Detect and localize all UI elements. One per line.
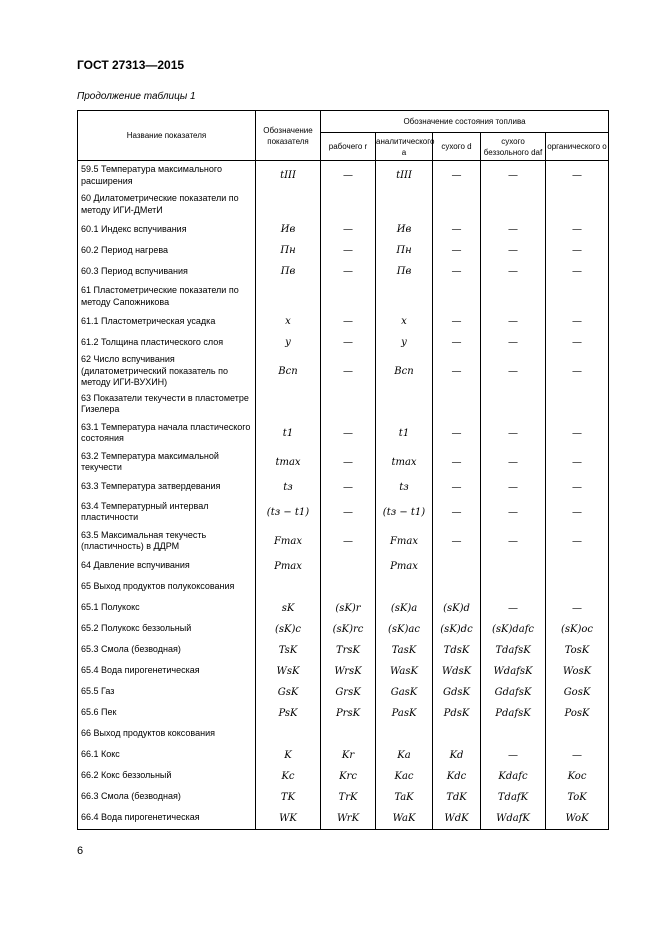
state-symbol: — bbox=[546, 527, 609, 556]
indicator-name: 65 Выход продуктов полукоксования bbox=[78, 577, 256, 598]
indicator-symbol: K bbox=[256, 745, 321, 766]
state-symbol: TasK bbox=[376, 640, 433, 661]
table-row bbox=[78, 556, 609, 577]
table-row bbox=[78, 240, 609, 261]
indicator-symbol: y bbox=[256, 332, 321, 353]
state-symbol bbox=[546, 724, 609, 745]
state-symbol: — bbox=[321, 332, 376, 353]
header-state-dry: сухого d bbox=[433, 133, 481, 161]
state-symbol: — bbox=[321, 161, 376, 191]
state-symbol: — bbox=[481, 448, 546, 477]
state-symbol: Kd bbox=[433, 745, 481, 766]
state-symbol: x bbox=[376, 311, 433, 332]
indicator-name: 66.2 Кокс беззольный bbox=[78, 766, 256, 787]
state-symbol bbox=[481, 282, 546, 311]
state-symbol bbox=[433, 556, 481, 577]
state-symbol: Kdafc bbox=[481, 766, 546, 787]
indicator-symbol: x bbox=[256, 311, 321, 332]
header-fuel-state: Обозначение состояния топлива bbox=[321, 111, 609, 133]
state-symbol: — bbox=[481, 477, 546, 498]
indicator-name: 59.5 Температура максимального расширения bbox=[78, 161, 256, 191]
indicator-name: 65.2 Полукокс беззольный bbox=[78, 619, 256, 640]
indicator-symbol: GsK bbox=[256, 682, 321, 703]
state-symbol: Krc bbox=[321, 766, 376, 787]
state-symbol: — bbox=[481, 353, 546, 390]
state-symbol: — bbox=[481, 745, 546, 766]
table-row bbox=[78, 190, 609, 219]
state-symbol: TosK bbox=[546, 640, 609, 661]
indicator-symbol: Пн bbox=[256, 240, 321, 261]
state-symbol bbox=[376, 724, 433, 745]
indicator-name: 63.1 Температура начала пластического состояния bbox=[78, 419, 256, 448]
indicator-name: 66.3 Смола (безводная) bbox=[78, 787, 256, 808]
state-symbol: — bbox=[481, 219, 546, 240]
state-symbol: Пн bbox=[376, 240, 433, 261]
state-symbol bbox=[481, 724, 546, 745]
header-state-analytical: аналитического a bbox=[376, 133, 433, 161]
state-symbol: GasK bbox=[376, 682, 433, 703]
indicator-name: 60 Дилатометрические показатели по методу ИГИ-ДМетИ bbox=[78, 190, 256, 219]
indicator-symbol: WK bbox=[256, 808, 321, 830]
state-symbol bbox=[546, 190, 609, 219]
table-row bbox=[78, 724, 609, 745]
state-symbol: WdafK bbox=[481, 808, 546, 830]
state-symbol: PasK bbox=[376, 703, 433, 724]
table-row bbox=[78, 498, 609, 527]
indicator-symbol: (tз − t1) bbox=[256, 498, 321, 527]
state-symbol: — bbox=[546, 477, 609, 498]
state-symbol: PosK bbox=[546, 703, 609, 724]
state-symbol: — bbox=[546, 161, 609, 191]
indicator-name: 65.3 Смола (безводная) bbox=[78, 640, 256, 661]
state-symbol: PrsK bbox=[321, 703, 376, 724]
indicator-name: 63.5 Максимальная текучесть (пластичность) в ДДРМ bbox=[78, 527, 256, 556]
indicator-name: 66.1 Кокс bbox=[78, 745, 256, 766]
state-symbol: PdafsK bbox=[481, 703, 546, 724]
state-symbol: — bbox=[481, 311, 546, 332]
state-symbol: — bbox=[546, 332, 609, 353]
state-symbol bbox=[481, 577, 546, 598]
indicator-name: 63.3 Температура затвердевания bbox=[78, 477, 256, 498]
table-row bbox=[78, 353, 609, 390]
state-symbol: GdsK bbox=[433, 682, 481, 703]
state-symbol: Ka bbox=[376, 745, 433, 766]
indicator-name: 60.2 Период нагрева bbox=[78, 240, 256, 261]
state-symbol: t1 bbox=[376, 419, 433, 448]
state-symbol: (sK)d bbox=[433, 598, 481, 619]
indicator-name: 63.2 Температура максимальной текучести bbox=[78, 448, 256, 477]
state-symbol: WdafsK bbox=[481, 661, 546, 682]
state-symbol: tIII bbox=[376, 161, 433, 191]
state-symbol bbox=[546, 282, 609, 311]
state-symbol bbox=[433, 190, 481, 219]
state-symbol: y bbox=[376, 332, 433, 353]
state-symbol: GosK bbox=[546, 682, 609, 703]
indicator-name: 63.4 Температурный интервал пластичности bbox=[78, 498, 256, 527]
state-symbol: — bbox=[321, 527, 376, 556]
header-indicator-name: Название показателя bbox=[78, 111, 256, 161]
state-symbol: (sK)r bbox=[321, 598, 376, 619]
state-symbol bbox=[376, 190, 433, 219]
state-symbol bbox=[546, 577, 609, 598]
state-symbol: Fmax bbox=[376, 527, 433, 556]
table-row bbox=[78, 282, 609, 311]
indicator-symbol: t1 bbox=[256, 419, 321, 448]
state-symbol: — bbox=[481, 261, 546, 282]
state-symbol: — bbox=[433, 498, 481, 527]
state-symbol: — bbox=[321, 311, 376, 332]
state-symbol: TrsK bbox=[321, 640, 376, 661]
table-row bbox=[78, 619, 609, 640]
table-row bbox=[78, 311, 609, 332]
state-symbol bbox=[321, 282, 376, 311]
indicator-name: 66 Выход продуктов коксования bbox=[78, 724, 256, 745]
state-symbol bbox=[376, 282, 433, 311]
indicator-name: 65.6 Пек bbox=[78, 703, 256, 724]
state-symbol: — bbox=[321, 448, 376, 477]
indicator-name: 62 Число вспучивания (дилатометрический показатель по методу ИГИ-ВУХИН) bbox=[78, 353, 256, 390]
table-row bbox=[78, 640, 609, 661]
table-row bbox=[78, 527, 609, 556]
state-symbol: (tз − t1) bbox=[376, 498, 433, 527]
state-symbol: WoK bbox=[546, 808, 609, 830]
state-symbol: PdsK bbox=[433, 703, 481, 724]
table-row bbox=[78, 261, 609, 282]
indicator-symbol: TsK bbox=[256, 640, 321, 661]
indicator-symbol: Fmax bbox=[256, 527, 321, 556]
state-symbol bbox=[481, 556, 546, 577]
table-row bbox=[78, 766, 609, 787]
state-symbol: — bbox=[481, 161, 546, 191]
table-row bbox=[78, 577, 609, 598]
state-symbol bbox=[321, 724, 376, 745]
header-state-organic: органического o bbox=[546, 133, 609, 161]
indicator-symbol: tmax bbox=[256, 448, 321, 477]
state-symbol: WdK bbox=[433, 808, 481, 830]
state-symbol: — bbox=[481, 498, 546, 527]
indicator-symbol: WsK bbox=[256, 661, 321, 682]
table-row bbox=[78, 219, 609, 240]
state-symbol: tmax bbox=[376, 448, 433, 477]
indicator-symbol bbox=[256, 190, 321, 219]
state-symbol: — bbox=[546, 598, 609, 619]
state-symbol: — bbox=[546, 448, 609, 477]
indicator-symbol: tIII bbox=[256, 161, 321, 191]
state-symbol: — bbox=[321, 240, 376, 261]
indicator-symbol bbox=[256, 390, 321, 419]
table-row bbox=[78, 332, 609, 353]
state-symbol: — bbox=[546, 498, 609, 527]
state-symbol: — bbox=[481, 419, 546, 448]
table-continuation-caption: Продолжение таблицы 1 bbox=[77, 91, 196, 102]
state-symbol bbox=[546, 556, 609, 577]
state-symbol: WasK bbox=[376, 661, 433, 682]
state-symbol bbox=[433, 724, 481, 745]
state-symbol: WdsK bbox=[433, 661, 481, 682]
state-symbol: — bbox=[433, 527, 481, 556]
state-symbol: TdafsK bbox=[481, 640, 546, 661]
state-symbol: ToK bbox=[546, 787, 609, 808]
state-symbol: — bbox=[433, 261, 481, 282]
state-symbol: (sK)dc bbox=[433, 619, 481, 640]
state-symbol: — bbox=[546, 353, 609, 390]
state-symbol: (sK)a bbox=[376, 598, 433, 619]
state-symbol bbox=[546, 390, 609, 419]
state-symbol: TaK bbox=[376, 787, 433, 808]
state-symbol: — bbox=[321, 353, 376, 390]
state-symbol: WosK bbox=[546, 661, 609, 682]
table-row bbox=[78, 682, 609, 703]
table-row bbox=[78, 419, 609, 448]
state-symbol: — bbox=[433, 448, 481, 477]
state-symbol: — bbox=[433, 311, 481, 332]
indicator-symbol: Пв bbox=[256, 261, 321, 282]
state-symbol bbox=[321, 577, 376, 598]
state-symbol: WrK bbox=[321, 808, 376, 830]
state-symbol: — bbox=[321, 498, 376, 527]
state-symbol: — bbox=[433, 240, 481, 261]
state-symbol bbox=[433, 390, 481, 419]
state-symbol bbox=[321, 556, 376, 577]
state-symbol: — bbox=[433, 477, 481, 498]
state-symbol: — bbox=[481, 240, 546, 261]
indicator-symbol bbox=[256, 282, 321, 311]
state-symbol: — bbox=[546, 745, 609, 766]
state-symbol: — bbox=[433, 353, 481, 390]
state-symbol bbox=[481, 390, 546, 419]
state-symbol: — bbox=[546, 311, 609, 332]
state-symbol: Пв bbox=[376, 261, 433, 282]
state-symbol: — bbox=[546, 240, 609, 261]
state-symbol: GdafsK bbox=[481, 682, 546, 703]
state-symbol: — bbox=[321, 477, 376, 498]
state-symbol: — bbox=[321, 419, 376, 448]
indicator-name: 65.4 Вода пирогенетическая bbox=[78, 661, 256, 682]
state-symbol bbox=[433, 282, 481, 311]
indicator-name: 66.4 Вода пирогенетическая bbox=[78, 808, 256, 830]
indicator-name: 65.1 Полукокс bbox=[78, 598, 256, 619]
state-symbol: — bbox=[546, 419, 609, 448]
state-symbol: WrsK bbox=[321, 661, 376, 682]
state-symbol: — bbox=[546, 219, 609, 240]
header-state-dry-ash-free: сухого беззольного daf bbox=[481, 133, 546, 161]
table-row bbox=[78, 448, 609, 477]
state-symbol: WaK bbox=[376, 808, 433, 830]
state-symbol: Всп bbox=[376, 353, 433, 390]
indicator-symbol: PsK bbox=[256, 703, 321, 724]
table-row bbox=[78, 598, 609, 619]
indicator-table bbox=[77, 110, 609, 830]
state-symbol bbox=[376, 390, 433, 419]
state-symbol bbox=[481, 190, 546, 219]
table-row bbox=[78, 161, 609, 191]
table-row bbox=[78, 477, 609, 498]
indicator-symbol: (sK)c bbox=[256, 619, 321, 640]
state-symbol: — bbox=[321, 219, 376, 240]
indicator-name: 65.5 Газ bbox=[78, 682, 256, 703]
state-symbol bbox=[321, 390, 376, 419]
indicator-symbol: Ив bbox=[256, 219, 321, 240]
state-symbol: (sK)ac bbox=[376, 619, 433, 640]
state-symbol: (sK)rc bbox=[321, 619, 376, 640]
indicator-symbol: sK bbox=[256, 598, 321, 619]
indicator-symbol: Kc bbox=[256, 766, 321, 787]
indicator-symbol: TK bbox=[256, 787, 321, 808]
state-symbol: TdK bbox=[433, 787, 481, 808]
indicator-symbol: Pmax bbox=[256, 556, 321, 577]
state-symbol bbox=[321, 190, 376, 219]
state-symbol: TrK bbox=[321, 787, 376, 808]
state-symbol: — bbox=[321, 261, 376, 282]
indicator-symbol bbox=[256, 724, 321, 745]
table-row bbox=[78, 703, 609, 724]
state-symbol: — bbox=[481, 527, 546, 556]
state-symbol: Koc bbox=[546, 766, 609, 787]
state-symbol: (sK)oc bbox=[546, 619, 609, 640]
page-number: 6 bbox=[77, 845, 84, 857]
table-row bbox=[78, 661, 609, 682]
state-symbol: GrsK bbox=[321, 682, 376, 703]
state-symbol: Kdc bbox=[433, 766, 481, 787]
header-state-working: рабочего r bbox=[321, 133, 376, 161]
header-indicator-symbol: Обозначение показателя bbox=[256, 111, 321, 161]
indicator-symbol bbox=[256, 577, 321, 598]
indicator-name: 61 Пластометрические показатели по методу Сапожникова bbox=[78, 282, 256, 311]
state-symbol: — bbox=[433, 219, 481, 240]
state-symbol: tз bbox=[376, 477, 433, 498]
indicator-name: 61.1 Пластометрическая усадка bbox=[78, 311, 256, 332]
indicator-name: 60.3 Период вспучивания bbox=[78, 261, 256, 282]
state-symbol: — bbox=[546, 261, 609, 282]
state-symbol: (sK)dafc bbox=[481, 619, 546, 640]
table-row bbox=[78, 808, 609, 830]
indicator-name: 61.2 Толщина пластического слоя bbox=[78, 332, 256, 353]
indicator-symbol: Всп bbox=[256, 353, 321, 390]
state-symbol: Kac bbox=[376, 766, 433, 787]
state-symbol: — bbox=[481, 332, 546, 353]
state-symbol bbox=[433, 577, 481, 598]
state-symbol bbox=[376, 577, 433, 598]
state-symbol: Ив bbox=[376, 219, 433, 240]
indicator-name: 63 Показатели текучести в пластометре Гизелера bbox=[78, 390, 256, 419]
state-symbol: TdsK bbox=[433, 640, 481, 661]
indicator-name: 64 Давление вспучивания bbox=[78, 556, 256, 577]
state-symbol: Pmax bbox=[376, 556, 433, 577]
table-row bbox=[78, 787, 609, 808]
indicator-symbol: tз bbox=[256, 477, 321, 498]
state-symbol: TdafK bbox=[481, 787, 546, 808]
state-symbol: — bbox=[433, 161, 481, 191]
table-row bbox=[78, 390, 609, 419]
state-symbol: Kr bbox=[321, 745, 376, 766]
state-symbol: — bbox=[433, 332, 481, 353]
table-row bbox=[78, 745, 609, 766]
indicator-name: 60.1 Индекс вспучивания bbox=[78, 219, 256, 240]
state-symbol: — bbox=[433, 419, 481, 448]
standard-title: ГОСТ 27313—2015 bbox=[77, 58, 185, 72]
state-symbol: — bbox=[481, 598, 546, 619]
